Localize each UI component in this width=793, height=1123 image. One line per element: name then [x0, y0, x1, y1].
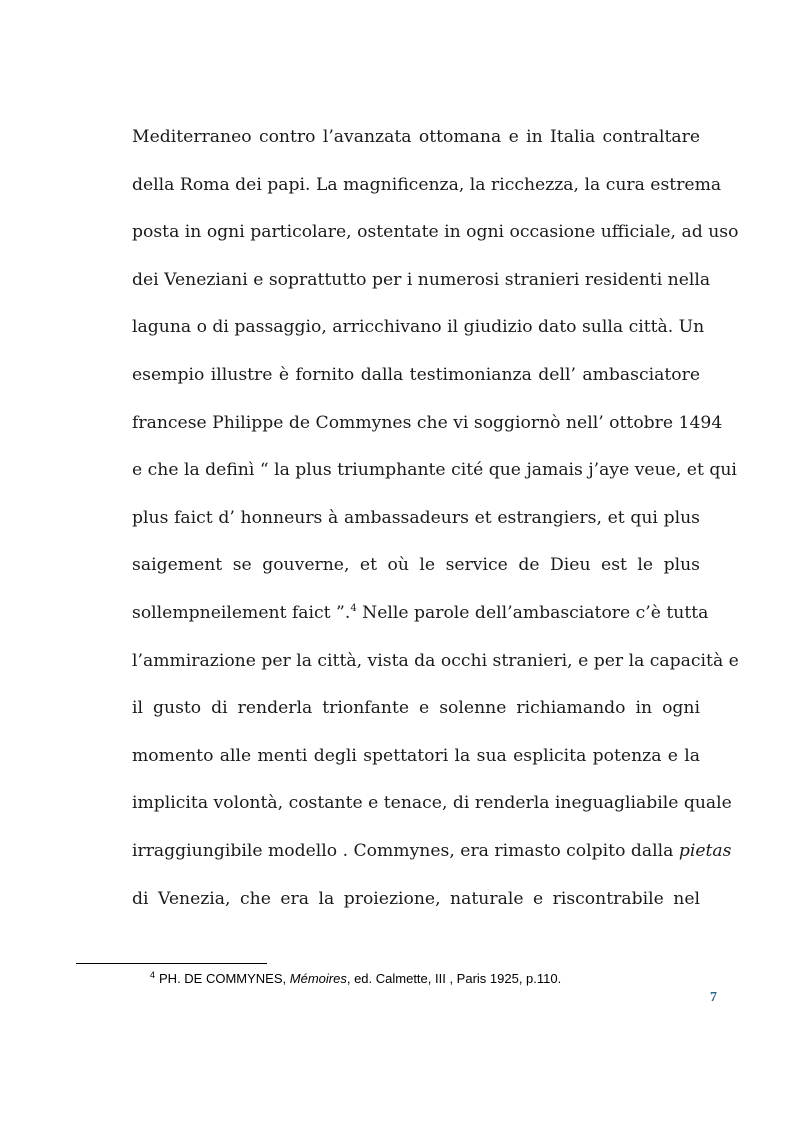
- text-segment: laguna o di passaggio, arricchivano il giudizio dato sulla città. Un: [132, 317, 705, 338]
- text-segment: momento alle menti degli spettatori la sua esplicita potenza e la: [132, 745, 700, 766]
- text-line: [132, 352, 700, 400]
- footnote-separator: [76, 963, 267, 964]
- footnote-details: , ed. Calmette, III , Paris 1925, p.110.: [346, 971, 562, 986]
- text-segment: di Venezia, che era la proiezione, naturale e riscontrabile nel: [132, 888, 700, 909]
- text-segment: Nelle parole dell’ambasciatore c’è tutta: [356, 602, 709, 623]
- text-segment: francese Philippe de Commynes che vi soggiornò nell’ ottobre 1494: [132, 412, 723, 433]
- footnote-marker: 4: [150, 970, 156, 980]
- text-segment: Mediterraneo contro l’avanzata ottomana e in Italia contraltare: [132, 127, 700, 147]
- text-line: [132, 828, 732, 876]
- text-line: [132, 162, 722, 210]
- text-line: [132, 733, 700, 781]
- footnote-author: PH. DE COMMYNES,: [159, 971, 290, 986]
- text-segment: posta in ogni particolare, ostentate in ogni occasione ufficiale, ad uso: [132, 222, 739, 243]
- text-line: [132, 447, 737, 495]
- text-line: [132, 114, 700, 162]
- italic-term: pietas: [678, 840, 732, 861]
- text-segment: saigement se gouverne, et où le service de Dieu est le plus: [132, 555, 700, 576]
- text-segment: il gusto di renderla trionfante e solenne richiamando in ogni: [132, 698, 700, 719]
- text-line: [132, 685, 700, 733]
- text-segment: e che la definì “ la plus triumphante cité que jamais j’aye veue, et qui: [132, 460, 737, 481]
- text-line: [132, 780, 732, 828]
- text-line: [132, 257, 711, 305]
- text-line: [132, 876, 700, 924]
- text-segment: implicita volontà, costante e tenace, di renderla ineguagliabile quale: [132, 793, 732, 814]
- text-segment: esempio illustre è fornito dalla testimonianza dell’ ambasciatore: [132, 364, 700, 385]
- text-segment: irraggiungibile modello . Commynes, era rimasto colpito dalla: [132, 840, 679, 861]
- text-line: [132, 495, 700, 543]
- text-segment: plus faict d’ honneurs à ambassadeurs et estrangiers, et qui plus: [132, 507, 700, 528]
- text-segment: l’ammirazione per la città, vista da occhi stranieri, e per la capacità e: [132, 650, 739, 671]
- text-segment: sollempneilement faict ”.: [132, 602, 351, 623]
- text-segment: dei Veneziani e soprattutto per i numerosi stranieri residenti nella: [132, 269, 711, 290]
- footnote-reference: 4: [350, 602, 357, 614]
- text-line: [132, 400, 723, 448]
- text-line: [132, 590, 709, 638]
- footnote-work-title: Mémoires: [289, 971, 347, 986]
- text-line: [132, 542, 700, 590]
- text-line: [132, 638, 739, 686]
- text-line: [132, 304, 705, 352]
- page-number: 7: [710, 990, 717, 1005]
- text-segment: della Roma dei papi. La magnificenza, la ricchezza, la cura estrema: [132, 174, 722, 195]
- text-line: [132, 209, 739, 257]
- body-text: [132, 114, 739, 923]
- footnote: [150, 970, 710, 988]
